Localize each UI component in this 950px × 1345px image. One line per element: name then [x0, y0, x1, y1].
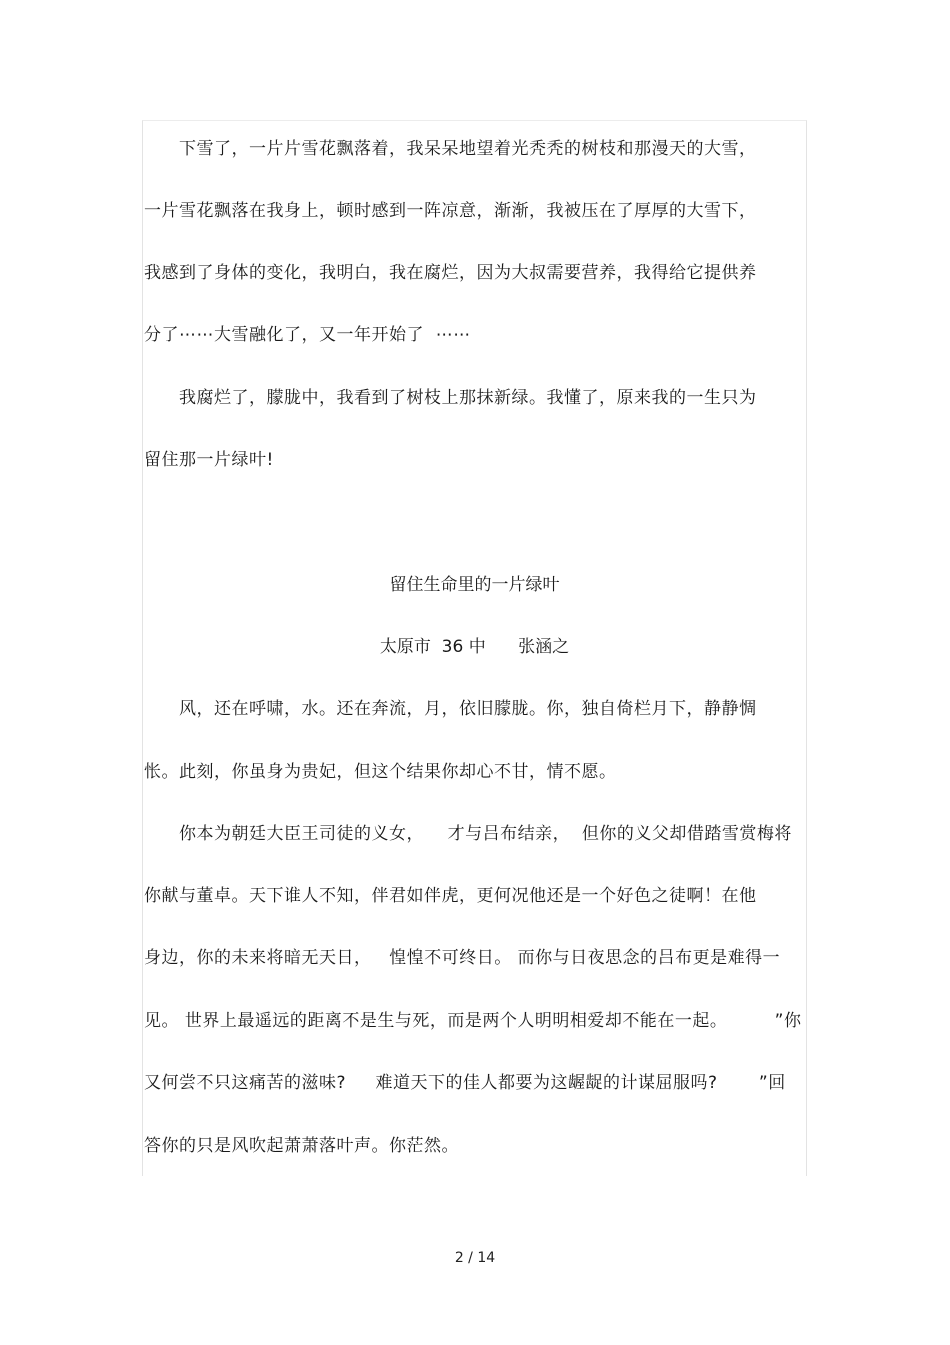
paragraph-line: 答你的只是风吹起萧萧落叶声。你茫然。 — [144, 1136, 459, 1156]
paragraph-line: 见。 世界上最遥远的距离不是生与死，而是两个人明明相爱却不能在一起。 ”你 — [144, 1011, 802, 1031]
essay-title: 留住生命里的一片绿叶 — [389, 575, 560, 595]
essay-byline: 太原市 36 中 张涵之 — [379, 637, 570, 657]
paragraph-line: 一片雪花飘落在我身上，顿时感到一阵凉意，渐渐，我被压在了厚厚的大雪下， — [144, 201, 757, 221]
paragraph-line: 下雪了，一片片雪花飘落着，我呆呆地望着光秃秃的树枝和那漫天的大雪， — [144, 139, 757, 159]
paragraph-line: 身边，你的未来将暗无天日， 惶惶不可终日。 而你与日夜思念的吕布更是难得一 — [144, 948, 781, 968]
paragraph-line: 你本为朝廷大臣王司徒的义女， 才与吕布结亲， 但你的义父却借踏雪赏梅将 — [144, 824, 792, 844]
paragraph-line: 分了⋯⋯大雪融化了，又一年开始了 ⋯⋯ — [144, 325, 471, 345]
paragraph-line: 我腐烂了，朦胧中，我看到了树枝上那抹新绿。我懂了，原来我的一生只为 — [144, 388, 757, 408]
paragraph-line: 留住那一片绿叶! — [144, 450, 274, 470]
paragraph-line: 风，还在呼啸，水。还在奔流，月，依旧朦胧。你，独自倚栏月下，静静惆 — [144, 699, 757, 719]
paragraph-line: 又何尝不只这痛苦的滋味? 难道天下的佳人都要为这龌龊的计谋屈服吗? ”回 — [144, 1073, 786, 1093]
paragraph-line: 我感到了身体的变化，我明白，我在腐烂，因为大叔需要营养，我得给它提供养 — [144, 263, 757, 283]
page-number: 2 / 14 — [454, 1250, 496, 1266]
paragraph-line: 怅。此刻，你虽身为贵妃，但这个结果你却心不甘，情不愿。 — [144, 762, 617, 782]
paragraph-line: 你献与董卓。天下谁人不知，伴君如伴虎，更何况他还是一个好色之徒啊！在他 — [144, 886, 757, 906]
